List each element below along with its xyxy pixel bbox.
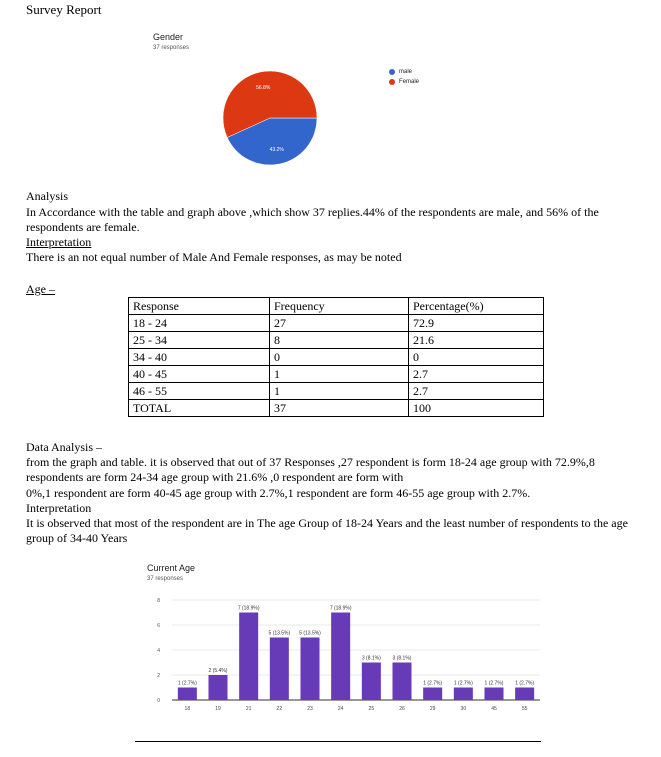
table-cell: 0 (409, 349, 544, 366)
bar-data-label: 5 (13.5%) (299, 630, 321, 637)
bar-55 (515, 688, 534, 701)
bar-data-label: 1 (2.7%) (177, 680, 197, 687)
document-title: Survey Report (26, 2, 102, 17)
interpretation-text: There is an not equal number of Male And Female responses, as may be noted (26, 250, 402, 264)
table-cell: 100 (409, 400, 544, 417)
x-tick-label: 24 (337, 706, 344, 712)
y-tick-label: 4 (157, 648, 160, 654)
bar-data-label: 1 (2.7%) (515, 680, 535, 687)
bar-data-label: 3 (8.1%) (361, 655, 381, 662)
table-row (129, 349, 544, 366)
table-cell: 25 - 34 (129, 332, 270, 349)
age-chart-title: Current Age (147, 563, 196, 573)
bar-45 (484, 688, 503, 701)
table-cell: 46 - 55 (129, 383, 270, 400)
bar-data-label: 5 (13.5%) (268, 630, 291, 637)
gender-chart-title: Gender (153, 32, 184, 42)
x-tick-label: 25 (368, 706, 375, 712)
x-tick-label: 22 (276, 706, 283, 712)
table-cell: 27 (270, 315, 409, 332)
analysis-heading: Analysis (26, 189, 68, 203)
data-interpretation-text: It is observed that most of the respondent are in The age Group of 18-24 Years and the least number of respondents to the age group of 34-40 Years (26, 516, 628, 545)
pie-label-female: 56.8% (256, 84, 271, 91)
table-row (129, 366, 544, 383)
table-header-cell: Response (129, 298, 270, 315)
y-tick-label: 6 (157, 623, 160, 629)
x-tick-label: 29 (429, 706, 436, 712)
table-cell: TOTAL (129, 400, 270, 417)
table-cell: 40 - 45 (129, 366, 270, 383)
data-analysis-text-1: from the graph and table. it is observed that out of 37 Responses ,27 respondent is form 18-24 age group with 72.9%,8 respondents are form 24-34 age group with 21.6% ,0 respondent are form with (26, 455, 595, 484)
age-heading: Age – (26, 282, 55, 296)
bar-data-label: 3 (8.1%) (392, 655, 412, 662)
x-tick-label: 26 (399, 706, 405, 712)
table-cell: 34 - 40 (129, 349, 270, 366)
bar-data-label: 1 (2.7%) (453, 680, 473, 687)
bar-data-label: 2 (5.4%) (208, 668, 228, 674)
legend-swatch-female (389, 79, 395, 85)
bar-data-label: 1 (2.7%) (423, 680, 443, 687)
table-cell: 21.6 (409, 332, 544, 349)
table-cell: 8 (270, 332, 409, 349)
bar-data-label: 1 (2.7%) (484, 680, 504, 687)
legend-item-female (389, 79, 419, 85)
bar-21 (239, 613, 258, 701)
gender-chart-subtitle: 37 responses (153, 45, 190, 51)
bar-data-label: 7 (18.9%) (329, 605, 352, 612)
bar-data-label: 7 (18.9%) (237, 605, 260, 612)
bar-18 (178, 688, 197, 701)
analysis-text: In Accordance with the table and graph above ,which show 37 replies.44% of the respondents are male, and 56% of the respondents are female. (26, 205, 599, 234)
gender-pie-chart (210, 70, 330, 170)
x-tick-label: 45 (491, 706, 497, 712)
legend-item-male (389, 69, 412, 75)
interpretation-heading: Interpretation (26, 235, 92, 249)
bar-26 (392, 663, 411, 701)
x-tick-label: 21 (245, 706, 252, 712)
table-cell: 18 - 24 (129, 315, 270, 332)
y-tick-label: 8 (157, 598, 160, 604)
age-table (128, 297, 544, 417)
bar-25 (362, 663, 381, 701)
table-cell: 2.7 (409, 383, 544, 400)
y-tick-label: 2 (157, 673, 160, 679)
age-chart-subtitle: 37 responses (147, 576, 184, 582)
bar-30 (454, 688, 473, 701)
pie-label-male: 43.2% (269, 147, 284, 154)
bar-24 (331, 613, 350, 701)
table-cell: 1 (270, 366, 409, 383)
bar-22 (270, 638, 289, 701)
table-cell: 72.9 (409, 315, 544, 332)
table-cell: 1 (270, 383, 409, 400)
bar-23 (300, 638, 319, 701)
data-analysis-text-2: 0%,1 respondent are form 40-45 age group with 2.7%,1 respondent are form 46-55 age group with 2.7%. (26, 486, 531, 500)
x-tick-label: 18 (184, 706, 191, 712)
data-analysis-heading: Data Analysis – (26, 440, 102, 454)
age-bar-chart (140, 590, 550, 720)
bottom-divider (135, 741, 541, 742)
x-tick-label: 19 (215, 706, 221, 712)
table-row (129, 400, 544, 417)
y-tick-label: 0 (157, 698, 160, 704)
table-row (129, 383, 544, 400)
table-cell: 2.7 (409, 366, 544, 383)
table-header-cell: Percentage(%) (409, 298, 544, 315)
table-header-cell: Frequency (270, 298, 409, 315)
legend-swatch-male (389, 69, 395, 75)
x-tick-label: 23 (307, 706, 313, 712)
x-tick-label: 55 (521, 706, 528, 712)
table-row (129, 315, 544, 332)
data-interpretation-heading: Interpretation (26, 501, 92, 515)
x-tick-label: 30 (460, 706, 467, 712)
legend-label-female: Female (399, 79, 420, 85)
table-row (129, 332, 544, 349)
legend-label-male: male (399, 69, 413, 75)
bar-19 (208, 675, 227, 700)
bar-29 (423, 688, 442, 701)
table-cell: 0 (270, 349, 409, 366)
table-header-row (129, 298, 544, 315)
table-cell: 37 (270, 400, 409, 417)
